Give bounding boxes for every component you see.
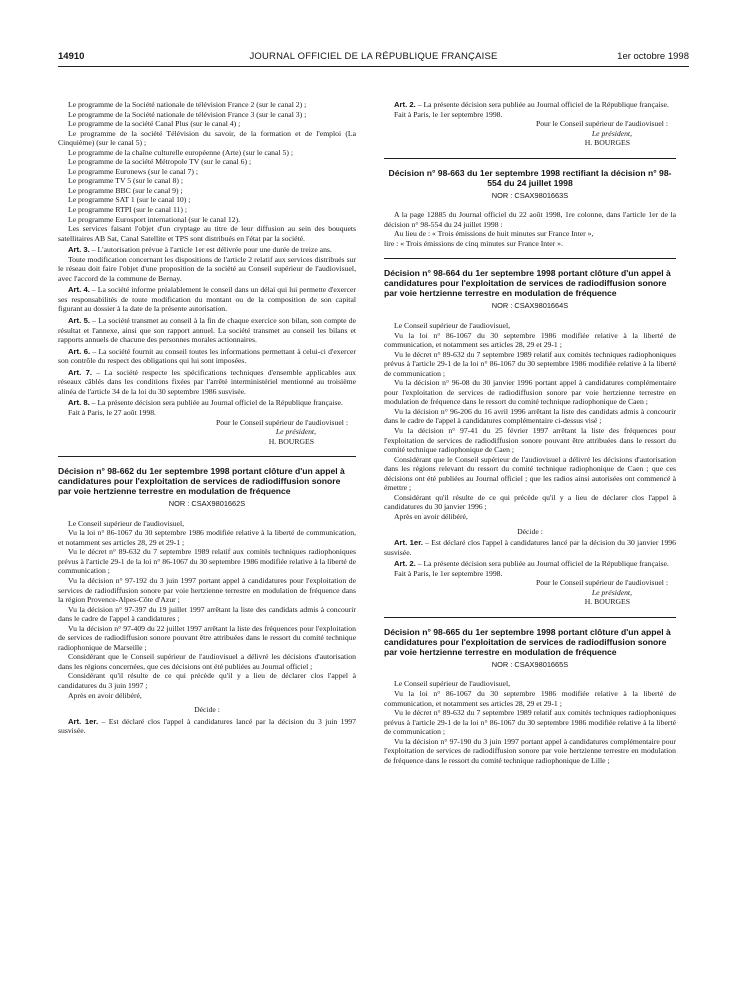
article-label: Art. 7. — [68, 367, 93, 377]
paragraph: Considérant que le Conseil supérieur de l'audiovisuel a délivré les décisions d'autorisation dans les régions relevant du ressort du comité technique radiophonique de Caen ; que ces décisions ont été publiées au Journal officiel ; que les radios ainsi autorisées ont commencé à émettre ; — [384, 454, 676, 493]
paragraph: Au lieu de : « Trois émissions de huit minutes sur France Inter », — [394, 229, 594, 239]
article-label: Art. 8. — [68, 398, 90, 408]
article-1 — [58, 717, 356, 736]
paragraph: Vu le décret n° 89-632 du 7 septembre 1989 relatif aux comités techniques radiophoniques prévus à l'article 29-1 de la loi n° 86-1067 du 30 septembre 1986 modifiée relative à la liberté de communication ; — [384, 708, 676, 737]
signature-name: H. BOURGES — [584, 597, 630, 607]
signature-for: Pour le Conseil supérieur de l'audiovisuel : — [215, 417, 348, 427]
article-text: – La présente décision sera publiée au Journal officiel de la République française. — [89, 398, 343, 408]
paragraph: Vu la loi n° 86-1067 du 30 septembre 1986 modifiée relative à la liberté de communication, et notamment ses articles 28, 29 et 29-1 ; — [384, 330, 676, 350]
paragraph: Le Conseil supérieur de l'audiovisuel, — [394, 321, 511, 331]
paragraph: Le programme de la société Canal Plus (sur le canal 4) ; — [68, 119, 241, 129]
article-text: – Est déclaré clos l'appel à candidatures lancé par la décision du 3 juin 1997 susvisée. — [58, 716, 356, 736]
article-label: Art. 2. — [394, 559, 416, 569]
paragraph: Le programme Euronews (sur le canal 7) ; — [68, 166, 198, 176]
nor-reference: NOR : CSAX9801664S — [491, 301, 569, 311]
decision-title: Décision n° 98-664 du 1er septembre 1998 portant clôture d'un appel à candidatures pour l'exploitation de services de radiodiffusion sonore par voie hertzienne terrestre en modulation de fréquence — [384, 268, 671, 299]
paragraph: Le programme BBC (sur le canal 9) ; — [68, 185, 183, 195]
journal-title: JOURNAL OFFICIEL DE LA RÉPUBLIQUE FRANÇAISE — [249, 51, 498, 62]
article-text: – La présente décision sera publiée au Journal officiel de la République française. — [415, 559, 669, 569]
article-5 — [58, 316, 356, 345]
section-divider — [384, 258, 676, 259]
issue-date: 1er octobre 1998 — [617, 51, 689, 62]
paragraph: Vu la décision n° 96-08 du 30 janvier 1996 portant appel à candidatures complémentaire pour l'exploitation de services de radiodiffusion sonore par voie hertzienne terrestre en modulation de fréquence dans le ressort du comité technique radiophonique de Caen ; — [384, 378, 676, 407]
article-8 — [58, 398, 356, 408]
decision-title: Décision n° 98-662 du 1er septembre 1998 portant clôture d'un appel à candidatures pour l'exploitation de services de radiodiffusion sonore par voie hertzienne terrestre en modulation de fréquence — [58, 466, 345, 497]
signature-place-date: Fait à Paris, le 27 août 1998. — [68, 407, 156, 417]
paragraph: Considérant que le Conseil supérieur de l'audiovisuel a délivré les décisions d'autorisation dans les régions concernées, que ces décisions ont été publiées au Journal officiel ; — [58, 652, 356, 671]
article-label: Art. 1er. — [68, 716, 99, 726]
article-label: Art. 6. — [68, 346, 91, 356]
paragraph: Le programme RTPI (sur le canal 11) ; — [68, 205, 188, 215]
decide-heading: Décide : — [517, 526, 543, 536]
paragraph: Après en avoir délibéré, — [68, 690, 142, 700]
signature-title — [384, 588, 676, 598]
signature-name: H. BOURGES — [268, 436, 314, 446]
paragraph: Vu le décret n° 89-632 du 7 septembre 1989 relatif aux comités techniques radiophoniques prévus à l'article 29-1 de la loi n° 86-1067 du 30 septembre 1986 modifiée relative à la liberté de communication ; — [384, 349, 676, 378]
paragraph: lire : « Trois émissions de cinq minutes sur France Inter ». — [384, 238, 563, 248]
signature-title-text: Le président, — [591, 587, 632, 597]
nor-reference: NOR : CSAX9801663S — [491, 190, 569, 200]
paragraph: Vu la décision n° 97-41 du 25 février 1997 arrêtant la liste des fréquences pour l'exploitation de services de radiodiffusion sonore pouvant être attribuées dans le ressort du comité technique radiophonique de Caen ; — [384, 426, 676, 455]
signature-for: Pour le Conseil supérieur de l'audiovisuel : — [535, 578, 668, 588]
paragraph: A la page 12885 du Journal officiel du 22 août 1998, 1re colonne, dans l'article 1er de la décision n° 98-554 du 24 juillet 1998 : — [384, 210, 676, 229]
article-text: – La société fournit au conseil toutes les informations permettant à celui-ci d'exercer son contrôle du respect des obligations qui lui sont imposées. — [58, 346, 356, 366]
page-header — [58, 49, 689, 63]
article-text: – La société transmet au conseil à la fin de chaque exercice son bilan, son compte de résultat et l'annexe, ainsi que son rapport annuel. La société transmet au conseil les bilans et rapports annuels de chacune des personnes morales actionnaires. — [58, 316, 356, 345]
left-column — [58, 100, 356, 736]
decide-heading: Décide : — [194, 705, 220, 715]
paragraph: Après en avoir délibéré, — [394, 511, 468, 521]
paragraph: Considérant qu'il résulte de ce qui précède qu'il y a lieu de déclarer clos l'appel à candidatures du 3 juin 1997 ; — [58, 671, 356, 690]
article-label: Art. 3. — [68, 245, 90, 255]
header-rule — [58, 66, 689, 67]
article-label: Art. 4. — [68, 285, 90, 295]
article-6 — [58, 347, 356, 366]
signature-place-date: Fait à Paris, le 1er septembre 1998. — [394, 109, 503, 119]
article-label: Art. 5. — [68, 316, 91, 326]
nor-reference: NOR : CSAX9801662S — [168, 499, 246, 509]
signature-title-text: Le président, — [591, 128, 632, 138]
signature-place-date: Fait à Paris, le 1er septembre 1998. — [394, 568, 503, 578]
paragraph: Les services faisant l'objet d'un cryptage au titre de leur diffusion au sein des bouquets satellitaires AB Sat, Canal Satellite et TPS sont distribués en l'état par la société. — [58, 224, 356, 243]
paragraph: Le programme de la Société nationale de télévision France 3 (sur le canal 3) ; — [68, 109, 307, 119]
paragraph: Vu la loi n° 86-1067 du 30 septembre 1986 modifiée relative à la liberté de communication, et notamment ses articles 28, 29 et 29-1 ; — [58, 528, 356, 547]
paragraph: Le Conseil supérieur de l'audiovisuel, — [394, 679, 511, 689]
paragraph: Vu la décision n° 96-206 du 16 avril 1996 arrêtant la liste des candidats admis à concourir dans le cadre de l'appel à candidatures complémentaire ci-dessus visé ; — [384, 406, 676, 426]
article-7 — [58, 368, 356, 397]
paragraph: Le programme Eurosport international (sur le canal 12). — [68, 214, 241, 224]
nor-reference: NOR : CSAX9801665S — [491, 659, 569, 669]
section-divider — [384, 158, 676, 159]
right-column — [384, 100, 676, 765]
section-divider — [58, 456, 356, 457]
article-label: Art. 2. — [394, 100, 416, 109]
article-label: Art. 1er. — [394, 538, 423, 548]
signature-title-text: Le président, — [275, 427, 316, 437]
signature-title — [58, 427, 356, 437]
paragraph: Vu la décision n° 97-409 du 22 juillet 1997 arrêtant la liste des fréquences pour l'exploitation de services de radiodiffusion sonore pouvant être attribuées dans le ressort du comité technique radiophonique de Marseille ; — [58, 623, 356, 652]
paragraph: Toute modification concernant les dispositions de l'article 2 relatif aux services distribués sur le réseau doit faire l'objet d'une proposition de la société au Conseil supérieur de l'audiovisuel, avec l'accord de la commune de Bernay. — [58, 254, 356, 283]
signature-title — [384, 129, 676, 139]
article-2 — [384, 559, 676, 569]
paragraph: Vu la décision n° 97-190 du 3 juin 1997 portant appel à candidatures complémentaire pour l'exploitation de services de radiodiffusion sonore par voie hertzienne terrestre en modulation de fréquence dans le ressort du comité technique radiophonique de Lille ; — [384, 736, 676, 765]
section-divider — [384, 617, 676, 618]
paragraph: Considérant qu'il résulte de ce qui précède qu'il y a lieu de déclarer clos l'appel à candidatures du 30 janvier 1996 ; — [384, 492, 676, 512]
article-text: – La présente décision sera publiée au Journal officiel de la République française. — [415, 100, 669, 109]
article-text: – La société respecte les spécifications techniques d'ensemble applicables aux réseaux câblés dans les conditions fixées par l'arrêté interministériel mentionné au troisième alinéa de l'article 34 de la loi du 30 septembre 1986 susvisée. — [58, 367, 357, 396]
article-3 — [58, 245, 356, 255]
article-text: – La société informe préalablement le conseil dans un délai qui lui permette d'exercer ses responsabilités de toute modification du montant ou de la composition de son capital figurant au dossier à la date de la présente autorisation. — [58, 285, 356, 314]
article-text: – L'autorisation prévue à l'article 1er est délivrée pour une durée de treize ans. — [89, 245, 332, 255]
signature-name: H. BOURGES — [584, 138, 630, 148]
paragraph: Le programme de la Société nationale de télévision France 2 (sur le canal 2) ; — [68, 100, 307, 109]
article-1 — [384, 538, 676, 557]
decision-title: Décision n° 98-665 du 1er septembre 1998 portant clôture d'un appel à candidatures pour l'exploitation de services de radiodiffusion sonore par voie hertzienne terrestre en modulation de fréquence — [384, 626, 671, 657]
decision-title: Décision n° 98-663 du 1er septembre 1998 rectifiant la décision n° 98-554 du 24 juillet 1998 — [388, 167, 672, 188]
paragraph: Le programme de la société Métropole TV (sur le canal 6) ; — [68, 157, 252, 167]
page-number: 14910 — [58, 51, 85, 62]
article-text: – Est déclaré clos l'appel à candidatures lancé par la décision du 30 janvier 1996 susvisée. — [384, 538, 676, 557]
paragraph: Vu la loi n° 86-1067 du 30 septembre 1986 modifiée relative à la liberté de communication, et notamment ses articles 28, 29 et 29-1 ; — [384, 688, 676, 708]
paragraph: Le programme TV 5 (sur le canal 8) ; — [68, 176, 183, 186]
article-4 — [58, 285, 356, 314]
paragraph: Le Conseil supérieur de l'audiovisuel, — [68, 518, 185, 528]
signature-for: Pour le Conseil supérieur de l'audiovisuel : — [535, 119, 668, 129]
paragraph: Le programme de la chaîne culturelle européenne (Arte) (sur le canal 5) ; — [68, 147, 293, 157]
paragraph: Le programme de la société Télévision du savoir, de la formation et de l'emploi (La Cinquième) (sur le canal 5) ; — [58, 128, 356, 148]
paragraph: Vu la décision n° 97-397 du 19 juillet 1997 arrêtant la liste des candidats admis à concourir dans le cadre de l'appel à candidatures ; — [58, 604, 356, 624]
article-2 — [384, 100, 676, 110]
channel-list — [58, 100, 356, 243]
paragraph: Vu la décision n° 97-192 du 3 juin 1997 portant appel à candidatures pour l'exploitation de services de radiodiffusion sonore par voie hertzienne terrestre en modulation de fréquence dans la région Provence-Alpes-Côte d'Azur ; — [58, 575, 356, 605]
paragraph: Le programme SAT 1 (sur le canal 10) ; — [68, 195, 191, 205]
paragraph: Vu le décret n° 89-632 du 7 septembre 1989 relatif aux comités techniques radiophoniques prévus à l'article 29-1 de la loi n° 86-1067 du 30 septembre 1986 modifiée relative à la liberté de communication ; — [58, 547, 356, 576]
